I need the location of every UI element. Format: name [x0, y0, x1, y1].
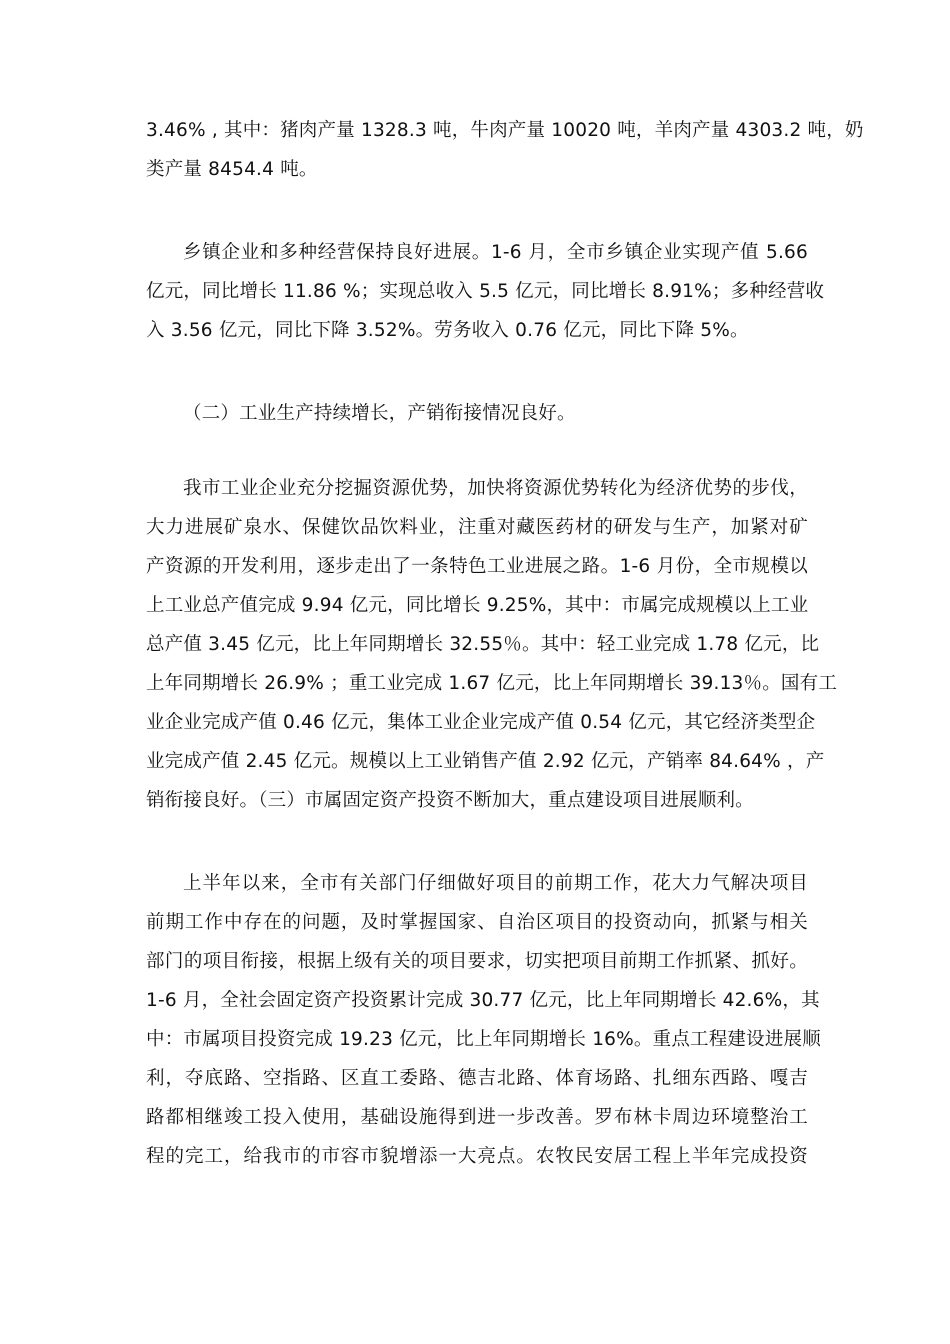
paragraph-industrial-enterprises [146, 469, 838, 820]
paragraph-line: 类产量 8454.4 吨。 [146, 159, 318, 180]
paragraph-line: 路都相继竣工投入使用，基础设施得到进一步改善。罗布林卡周边环境整治工 [146, 1107, 808, 1128]
paragraph-line: 利，夺底路、空指路、区直工委路、德吉北路、体育场路、扎细东西路、嘎吉 [146, 1068, 808, 1089]
paragraph-line: 上年同期增长 26.9% ；重工业完成 1.67 亿元，比上年同期增长 39.13％。国有工 [146, 673, 838, 694]
paragraph-line: 3.46% , 其中：猪肉产量 1328.3 吨，牛肉产量 10020 吨，羊肉产量 4303.2 吨，奶 [146, 120, 864, 141]
paragraph-line: 1-6 月，全社会固定资产投资累计完成 30.77 亿元，比上年同期增长 42.6%，其 [146, 990, 820, 1011]
paragraph-line: 程的完工，给我市的市容市貌增添一大亮点。农牧民安居工程上半年完成投资 [146, 1146, 808, 1167]
paragraph-line: 总产值 3.45 亿元，比上年同期增长 32.55％。其中：轻工业完成 1.78 亿元，比 [146, 634, 820, 655]
paragraph-line: 上半年以来，全市有关部门仔细做好项目的前期工作，花大力气解决项目 [183, 873, 808, 894]
paragraph-line: 产资源的开发利用，逐步走出了一条特色工业进展之路。1-6 月份，全市规模以 [146, 556, 808, 577]
paragraph-line: 亿元，同比增长 11.86 %；实现总收入 5.5 亿元，同比增长 8.91%；多种经营收 [146, 281, 825, 302]
paragraph-line: 上工业总产值完成 9.94 亿元，同比增长 9.25%，其中：市属完成规模以上工业 [146, 595, 809, 616]
paragraph-fixed-asset-investment [146, 864, 821, 1176]
paragraph-line: 业完成产值 2.45 亿元。规模以上工业销售产值 2.92 亿元，产销率 84.64% ，产 [146, 751, 825, 772]
paragraph-line: 乡镇企业和多种经营保持良好进展。1-6 月，全市乡镇企业实现产值 5.66 [183, 242, 808, 263]
paragraph-line: 大力进展矿泉水、保健饮品饮料业，注重对藏医药材的研发与生产，加紧对矿 [146, 517, 808, 538]
paragraph-line: 入 3.56 亿元，同比下降 3.52%。劳务收入 0.76 亿元，同比下降 5%。 [146, 320, 749, 341]
paragraph-township-enterprises [146, 233, 825, 350]
section-heading-industrial-production [146, 394, 808, 433]
paragraph-line: 我市工业企业充分挖掘资源优势，加快将资源优势转化为经济优势的步伐， [183, 478, 808, 499]
paragraph-line: 部门的项目衔接，根据上级有关的项目要求，切实把项目前期工作抓紧、抓好。 [146, 951, 808, 972]
paragraph-line: （二）工业生产持续增长，产销衔接情况良好。 [183, 403, 576, 424]
paragraph-line: 业企业完成产值 0.46 亿元，集体工业企业完成产值 0.54 亿元，其它经济类型企 [146, 712, 816, 733]
paragraph-livestock-output [146, 111, 864, 189]
paragraph-line: 销衔接良好。（三）市属固定资产投资不断加大，重点建设项目进展顺利。 [146, 790, 754, 811]
paragraph-line: 中：市属项目投资完成 19.23 亿元，比上年同期增长 16%。重点工程建设进展顺 [146, 1029, 821, 1050]
paragraph-line: 前期工作中存在的问题，及时掌握国家、自治区项目的投资动向，抓紧与相关 [146, 912, 808, 933]
